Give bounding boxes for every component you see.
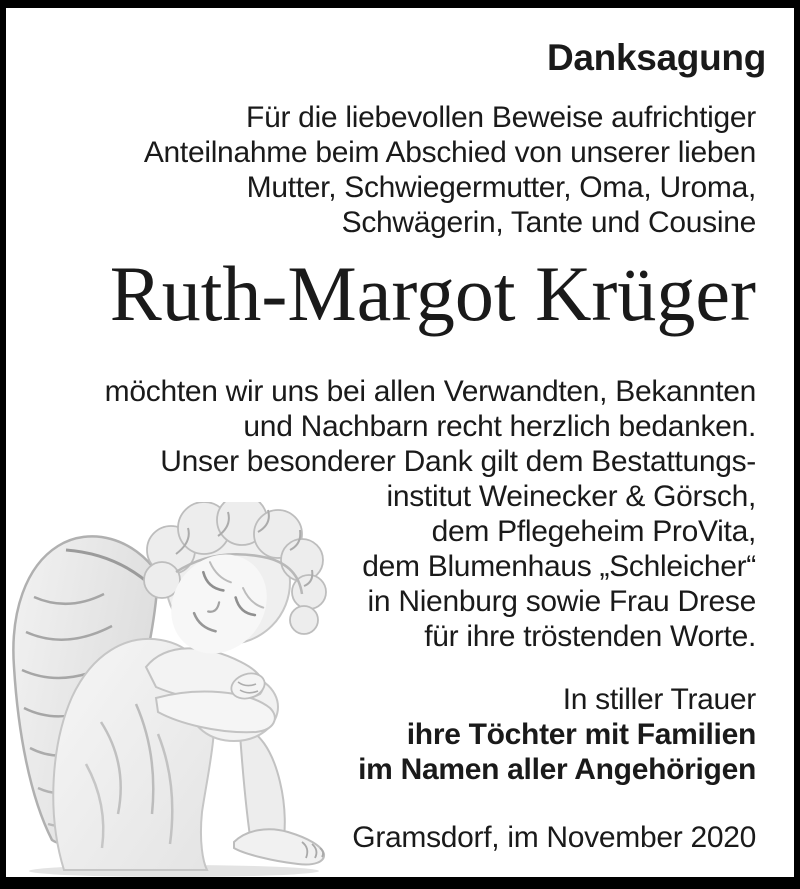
intro-line: Mutter, Schwiegermutter, Oma, Uroma,: [246, 171, 756, 204]
angel-leg-foot: [234, 727, 324, 865]
mourners-line: im Namen aller Angehörigen: [358, 753, 756, 786]
intro-line: Für die liebevollen Beweise aufrichtiger: [246, 101, 756, 134]
sleeping-angel-statue-image: [6, 502, 328, 878]
thanks-line: in Nienburg sowie Frau Drese: [367, 585, 756, 618]
notice-paper: [6, 8, 794, 877]
thanks-line: Unser besonderer Dank gilt dem Bestattungs-: [160, 445, 756, 478]
intro-paragraph: [144, 100, 756, 240]
intro-line: Schwägerin, Tante und Cousine: [341, 206, 756, 239]
deceased-name: Ruth-Margot Krüger: [109, 250, 756, 337]
thanks-line: dem Pflegeheim ProVita,: [431, 515, 756, 548]
closing-block: [358, 682, 756, 787]
thanks-line: möchten wir uns bei allen Verwandten, Bekannten: [104, 375, 756, 408]
dateline: Gramsdorf, im November 2020: [352, 821, 756, 854]
thanks-line: dem Blumenhaus „Schleicher“: [362, 550, 756, 583]
notice-title: Danksagung: [546, 37, 766, 78]
mourning-line: In stiller Trauer: [562, 683, 756, 716]
thanks-line: und Nachbarn recht herzlich bedanken.: [243, 410, 756, 443]
thanks-line: für ihre tröstenden Worte.: [424, 620, 756, 653]
intro-line: Anteilnahme beim Abschied von unserer lieben: [143, 136, 756, 169]
mourners-line: ihre Töchter mit Familien: [406, 718, 756, 751]
thanks-line: institut Weinecker & Görsch,: [386, 480, 756, 513]
